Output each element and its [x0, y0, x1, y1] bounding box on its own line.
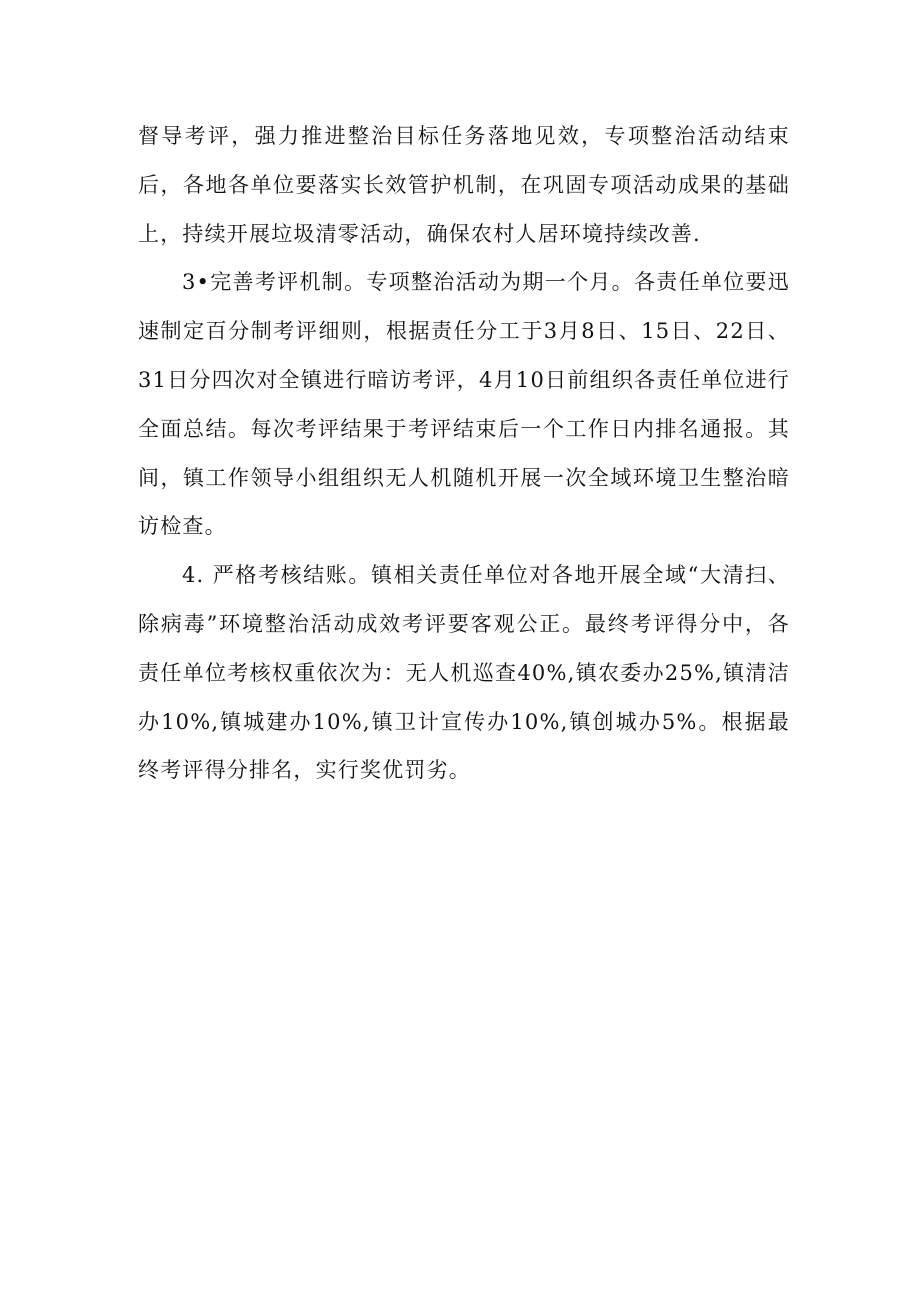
paragraph-strict-assessment: 4. 严格考核结账。镇相关责任单位对各地开展全域“大清扫、除病毒”环境整治活动成效考评要客观公正。最终考评得分中，各责任单位考核权重依次为：无人机巡查40%,镇农委办25%,镇清洁办10%,镇城建办10%,镇卫计宣传办10%,镇创城办5%。根据最终考评得分排名，实行奖优罚劣。: [138, 563, 790, 783]
paragraph-supervision: 督导考评，强力推进整治目标任务落地见效，专项整治活动结束后，各地各单位要落实长效管护机制，在巩固专项活动成果的基础上，持续开展垃圾清零活动，确保农村人居环境持续改善.: [138, 124, 790, 246]
paragraph-evaluation-mechanism: 3•完善考评机制。专项整治活动为期一个月。各责任单位要迅速制定百分制考评细则，根据责任分工于3月8日、15日、22日、31日分四次对全镇进行暗访考评，4月10日前组织各责任单位进行全面总结。每次考评结果于考评结束后一个工作日内排名通报。其间，镇工作领导小组组织无人机随机开展一次全域环境卫生整治暗访检查。: [138, 270, 790, 539]
document-body: [138, 112, 790, 795]
